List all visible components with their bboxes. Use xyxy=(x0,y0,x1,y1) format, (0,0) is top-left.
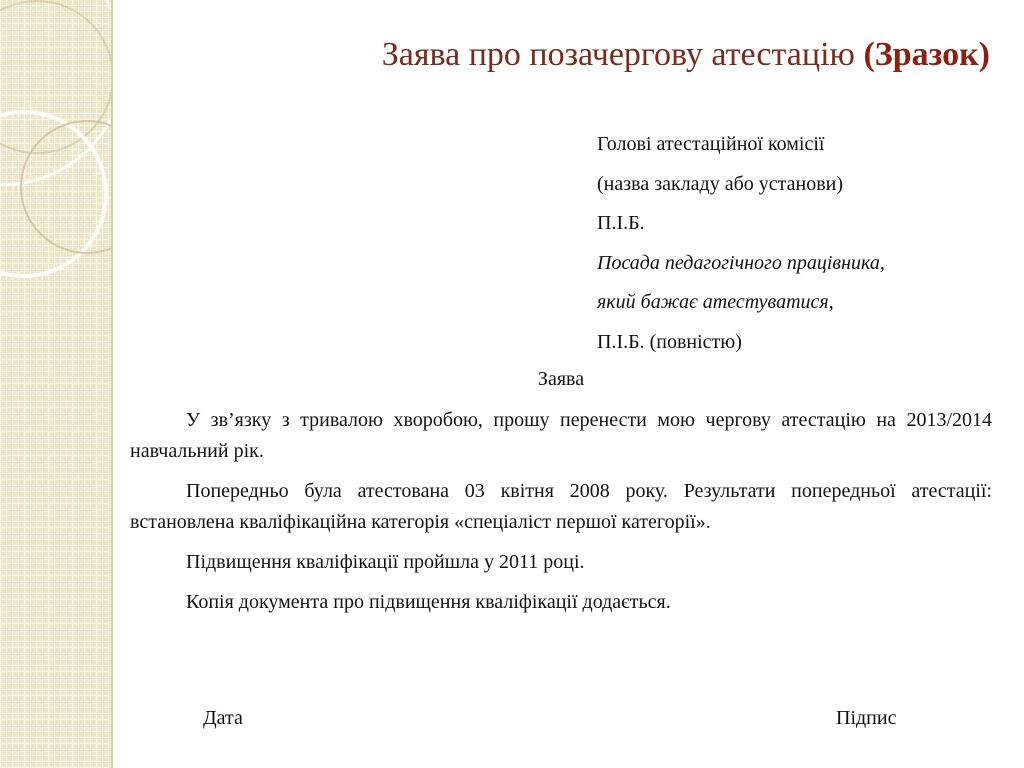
addressee-block xyxy=(597,125,1017,362)
date-label: Дата xyxy=(203,707,243,729)
signature-label: Підпис xyxy=(836,707,897,729)
document-body xyxy=(130,405,992,627)
addressee-line: П.І.Б. (повністю) xyxy=(597,330,742,353)
body-paragraph: У зв’язку з тривалою хворобою, прошу перенести мою чергову атестацію на 2013/2014 навчальний рік. xyxy=(130,409,992,462)
addressee-line: (назва закладу або установи) xyxy=(597,172,844,195)
strip-divider xyxy=(111,0,113,768)
document-heading: Заява xyxy=(537,368,585,390)
addressee-line: Голові атестаційної комісії xyxy=(597,133,825,155)
slide-title xyxy=(130,36,990,74)
decorative-side-strip xyxy=(0,0,113,768)
addressee-line-comma: , xyxy=(828,291,834,313)
addressee-line: П.І.Б. xyxy=(597,212,645,234)
addressee-line: Посада педагогічного працівника, xyxy=(597,251,885,274)
slide-title-main: Заява про позачергову атестацію xyxy=(381,36,864,73)
slide-title-accent: (Зразок) xyxy=(863,36,990,73)
body-paragraph: Попередньо була атестована 03 квітня 2008 року. Результати попередньої атестації: встановлена кваліфікаційна категорія «спеціаліст першої категорії». xyxy=(130,480,992,533)
addressee-line xyxy=(597,283,1017,323)
addressee-line-italic: який бажає атестуватися xyxy=(597,291,829,313)
body-paragraph: Копія документа про підвищення кваліфікації додається. xyxy=(186,591,671,613)
body-paragraph: Підвищення кваліфікації пройшла у 2011 році. xyxy=(186,551,585,573)
